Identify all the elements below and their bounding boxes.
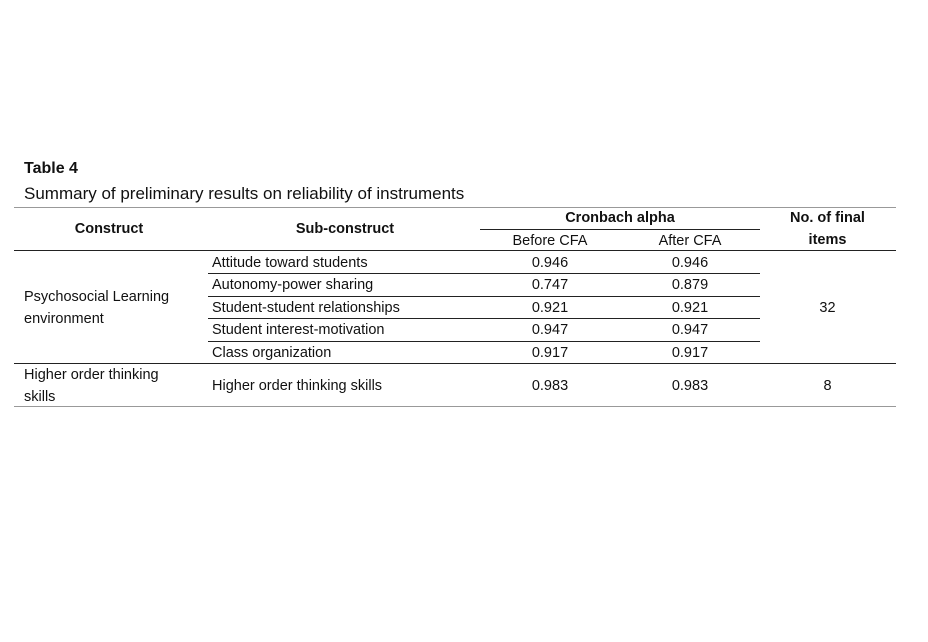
table-title: Table 4 xyxy=(24,160,78,177)
after-cfa-cell: 0.983 xyxy=(671,378,709,394)
sub-construct-cell: Class organization xyxy=(212,345,332,361)
table-caption: Summary of preliminary results on reliability of instruments xyxy=(24,184,465,203)
final-items-psychosocial: 32 xyxy=(819,300,836,316)
header-final-items-1: No. of final xyxy=(790,210,865,226)
sub-construct-cell: Autonomy-power sharing xyxy=(212,277,374,293)
sub-construct-cell: Higher order thinking skills xyxy=(212,378,383,394)
bottom-rule xyxy=(14,406,896,407)
sub-construct-cell: Student interest-motivation xyxy=(212,322,385,338)
row-divider xyxy=(208,296,760,297)
row-divider xyxy=(208,318,760,319)
header-cronbach-alpha: Cronbach alpha xyxy=(565,210,675,226)
row-divider xyxy=(208,341,760,342)
before-cfa-cell: 0.747 xyxy=(531,277,569,293)
sub-construct-cell: Attitude toward students xyxy=(212,255,368,271)
header-sub-construct: Sub-construct xyxy=(295,221,395,237)
construct-psychosocial-line2: environment xyxy=(24,311,104,327)
construct-hots-line2: skills xyxy=(24,389,56,405)
after-cfa-cell: 0.917 xyxy=(671,345,709,361)
header-after-cfa: After CFA xyxy=(658,233,722,249)
top-rule xyxy=(14,207,896,208)
cronbach-underline xyxy=(480,229,760,230)
before-cfa-cell: 0.917 xyxy=(531,345,569,361)
before-cfa-cell: 0.983 xyxy=(531,378,569,394)
before-cfa-cell: 0.947 xyxy=(531,322,569,338)
after-cfa-cell: 0.879 xyxy=(671,277,709,293)
after-cfa-cell: 0.921 xyxy=(671,300,709,316)
before-cfa-cell: 0.946 xyxy=(531,255,569,271)
sub-construct-cell: Student-student relationships xyxy=(212,300,400,316)
after-cfa-cell: 0.947 xyxy=(671,322,709,338)
header-construct: Construct xyxy=(74,221,144,237)
header-rule xyxy=(14,250,896,251)
after-cfa-cell: 0.946 xyxy=(671,255,709,271)
before-cfa-cell: 0.921 xyxy=(531,300,569,316)
construct-psychosocial-line1: Psychosocial Learning xyxy=(24,289,170,305)
row-divider xyxy=(208,273,760,274)
group-rule xyxy=(14,363,896,364)
header-final-items-2: items xyxy=(808,232,847,248)
header-before-cfa: Before CFA xyxy=(512,233,588,249)
construct-hots-line1: Higher order thinking xyxy=(24,367,159,383)
final-items-hots: 8 xyxy=(823,378,832,394)
